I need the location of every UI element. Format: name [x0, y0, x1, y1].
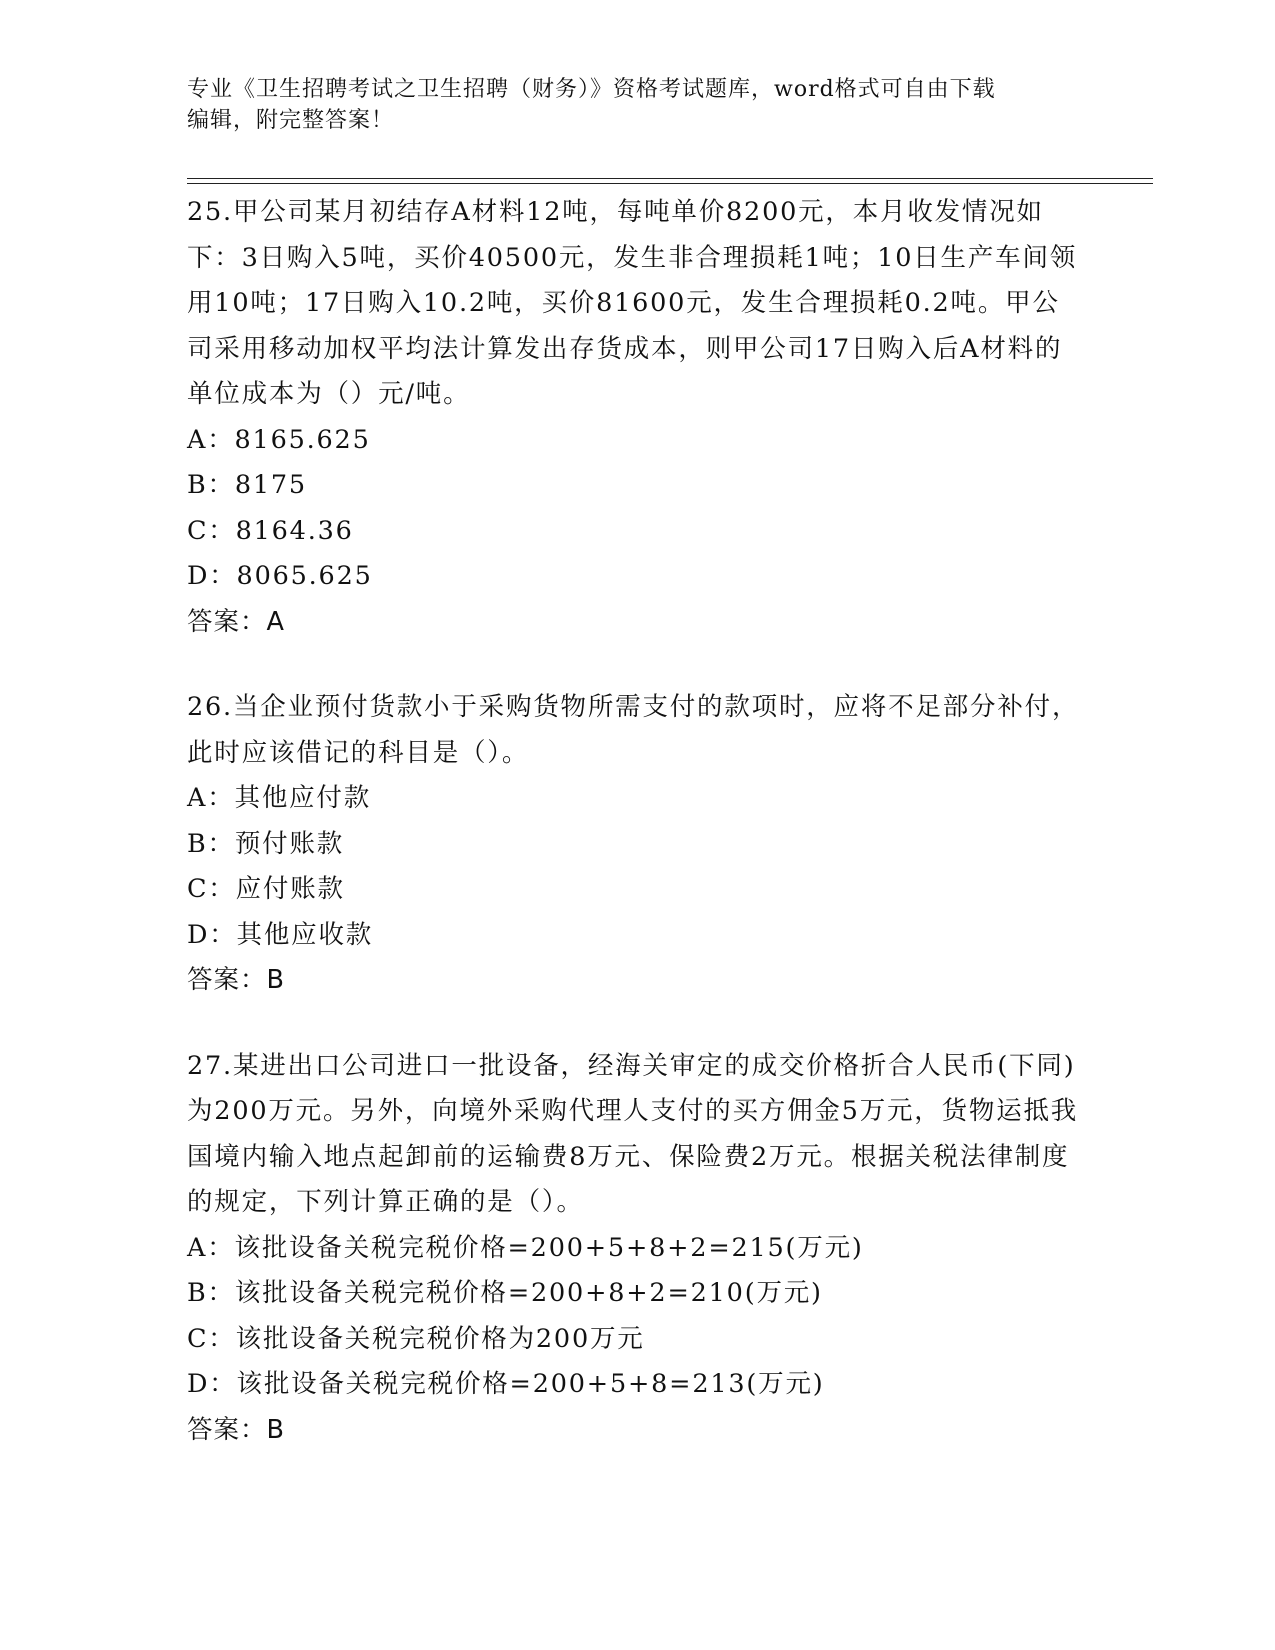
option-d: D：8065.625 — [187, 561, 373, 591]
header-divider-bottom — [187, 183, 1153, 184]
question-stem: 26.当企业预付货款小于采购货物所需支付的款项时，应将不足部分补付，此时应该借记的科目是（）。 — [187, 692, 1080, 768]
option-a: A：其他应付款 — [187, 783, 372, 813]
option-b: B：预付账款 — [187, 828, 345, 859]
option-a: A：8165.625 — [187, 424, 371, 455]
document-header — [187, 74, 1067, 136]
question-27 — [187, 1044, 1087, 1454]
option-c: C：应付账款 — [187, 874, 345, 904]
option-c: C：该批设备关税完税价格为200万元 — [187, 1323, 645, 1354]
answer-line: 答案：A — [187, 606, 285, 637]
option-d: D：该批设备关税完税价格=200+5+8=213(万元) — [187, 1369, 825, 1399]
header-line-2: 编辑，附完整答案！ — [187, 108, 395, 133]
answer-line: 答案：B — [187, 965, 285, 995]
option-b: B：该批设备关税完税价格=200+8+2=210(万元) — [187, 1278, 823, 1308]
question-stem: 25.甲公司某月初结存A材料12吨，每吨单价8200元，本月收发情况如下：3日购入5吨，买价40500元，发生非合理损耗1吨；10日生产车间领用10吨；17日购入10.2吨，买价81600元，发生合理损耗0.2吨。甲公司采用移动加权平均法计算发出存货成本，则甲公司17日购入后A材料的单位成本为（）元/吨。 — [187, 197, 1078, 409]
option-c: C：8164.36 — [187, 515, 354, 546]
header-line-1: 专业《卫生招聘考试之卫生招聘（财务）》资格考试题库，word格式可自由下载 — [187, 77, 996, 102]
question-25 — [187, 190, 1087, 645]
option-b: B：8175 — [187, 470, 307, 500]
answer-line: 答案：B — [187, 1414, 285, 1445]
question-26 — [187, 685, 1087, 1004]
question-list — [187, 190, 1087, 1493]
header-divider-top — [187, 178, 1153, 179]
option-d: D：其他应收款 — [187, 919, 374, 950]
option-a: A：该批设备关税完税价格=200+5+8+2=215(万元) — [187, 1232, 864, 1263]
question-stem: 27.某进出口公司进口一批设备，经海关审定的成交价格折合人民币(下同)为200万元。另外，向境外采购代理人支付的买方佣金5万元，货物运抵我国境内输入地点起卸前的运输费8万元、保险费2万元。根据关税法律制度的规定，下列计算正确的是（）。 — [187, 1050, 1079, 1217]
